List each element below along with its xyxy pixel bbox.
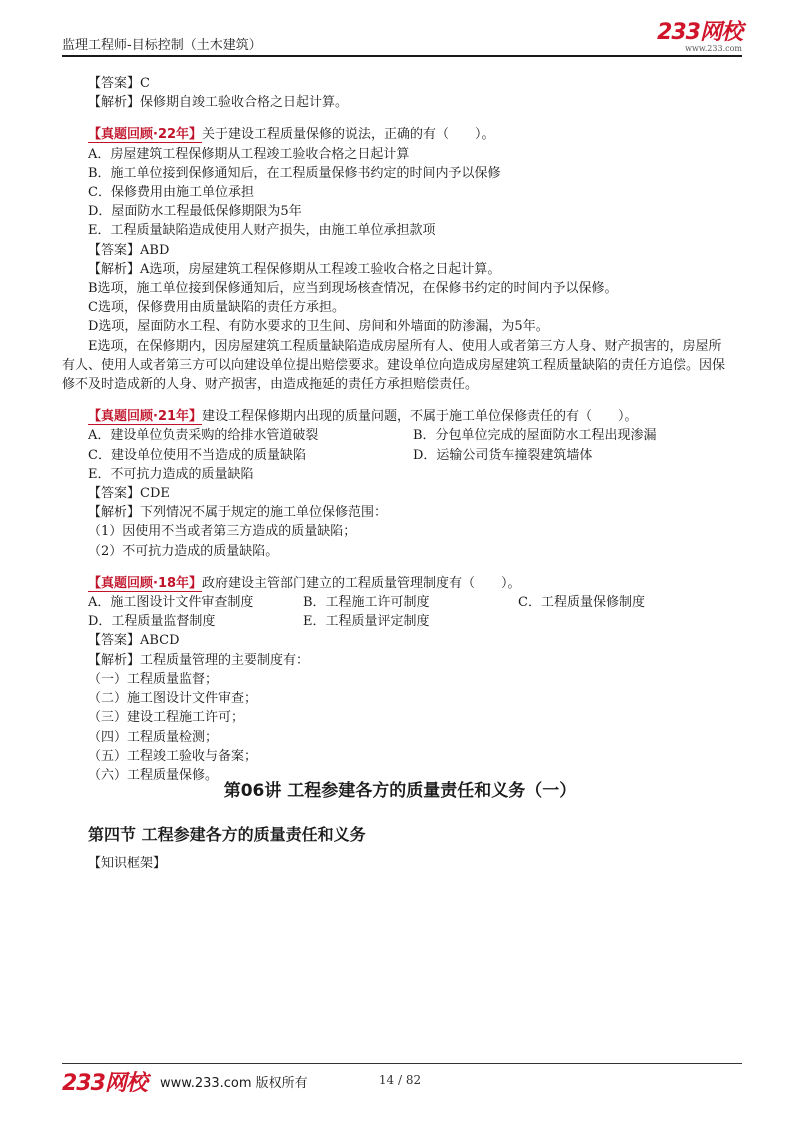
page-content [62, 74, 728, 785]
option-b: B．施工单位接到保修通知后，在工程质量保修书约定的时间内予以保修 [88, 165, 501, 181]
document-title: 监理工程师-目标控制（土木建筑） [62, 38, 262, 53]
analysis-paragraph: E选项，在保修期内，因房屋建筑工程质量缺陷造成房屋所有人、使用人或者第三方人身、财产损害的，房屋所有人、使用人或者第三方可以向建设单位提出赔偿要求。建设单位向造成房屋建筑工程质量缺陷的责任方追偿。因保修不及时造成新的人身、财产损害，由造成拖延的责任方承担赔偿责任。 [62, 338, 726, 393]
analysis-line: （四）工程质量检测； [88, 729, 219, 745]
option-b: B．工程施工许可制度 [303, 595, 430, 611]
analysis-line: （2）不可抗力造成的质量缺陷。 [88, 543, 279, 559]
analysis-line: （六）工程质量保修。 [88, 767, 219, 783]
analysis-line: （三）建设工程施工许可； [88, 710, 245, 726]
exam-year-tag: 【真题回顾·18年】 [88, 575, 203, 591]
analysis-line: C选项，保修费用由质量缺陷的责任方承担。 [88, 300, 345, 316]
option-row [88, 426, 728, 445]
analysis-line: D选项，屋面防水工程、有防水要求的卫生间、房间和外墙面的防渗漏，为5年。 [88, 319, 549, 335]
option-c: C．保修费用由施工单位承担 [88, 185, 254, 201]
section-title: 第四节 工程参建各方的质量责任和义务 [88, 825, 366, 844]
question-text: 建设工程保修期内出现的质量问题，不属于施工单位保修责任的有（ ）。 [202, 409, 638, 425]
answer-line: 【答案】CDE [88, 486, 170, 502]
analysis-line: B选项，施工单位接到保修通知后，应当到现场核查情况，在保修书约定的时间内予以保修。 [88, 281, 618, 297]
option-c: C．工程质量保修制度 [518, 595, 645, 611]
option-a: A．房屋建筑工程保修期从工程竣工验收合格之日起计算 [88, 146, 410, 162]
option-b: B．分包单位完成的屋面防水工程出现渗漏 [413, 428, 657, 444]
answer-line: 【答案】C [88, 76, 150, 91]
page-number: 14 / 82 [378, 1073, 422, 1087]
analysis-line: （五）工程竣工验收与备案； [88, 748, 258, 764]
question-text: 政府建设主管部门建立的工程质量管理制度有（ ）。 [202, 575, 521, 591]
option-c: C．建设单位使用不当造成的质量缺陷 [88, 447, 306, 463]
footer-copyright: www.233.com 版权所有 [160, 1076, 308, 1091]
analysis-line: 【解析】A选项，房屋建筑工程保修期从工程竣工验收合格之日起计算。 [88, 261, 501, 277]
answer-line: 【答案】ABD [88, 242, 170, 258]
brand-logo[interactable] [657, 22, 742, 53]
option-d: D．工程质量监督制度 [88, 614, 216, 630]
option-a: A．施工图设计文件审查制度 [88, 595, 254, 611]
option-row [88, 446, 728, 465]
option-a: A．建设单位负责采购的给排水管道破裂 [88, 428, 319, 444]
analysis-line: （1）因使用不当或者第三方造成的质量缺陷； [88, 524, 357, 540]
header-divider [62, 55, 742, 57]
option-e: E．工程质量缺陷造成使用人财产损失，由施工单位承担款项 [88, 223, 436, 239]
analysis-line: （二）施工图设计文件审查； [88, 691, 258, 707]
brand-logo-text: 233网校 [657, 20, 742, 45]
exam-year-tag: 【真题回顾·21年】 [88, 409, 203, 425]
analysis-line: 【解析】保修期自竣工验收合格之日起计算。 [88, 95, 349, 111]
option-d: D．运输公司货车撞裂建筑墙体 [413, 447, 593, 463]
option-d: D．屋面防水工程最低保修期限为5年 [88, 204, 302, 220]
option-row [88, 612, 728, 631]
option-row [88, 593, 728, 612]
question-stem [88, 125, 728, 144]
exam-year-tag: 【真题回顾·22年】 [88, 127, 203, 143]
lecture-title: 第06讲 工程参建各方的质量责任和义务（一） [223, 781, 577, 801]
analysis-line: 【解析】下列情况不属于规定的施工单位保修范围： [88, 505, 388, 521]
footer-logo[interactable]: 233网校 [62, 1071, 147, 1096]
footer-divider [62, 1063, 742, 1064]
analysis-line: （一）工程质量监督； [88, 671, 219, 687]
framework-label: 【知识框架】 [88, 856, 167, 871]
question-text: 关于建设工程质量保修的说法，正确的有（ ）。 [202, 127, 495, 143]
page-header [62, 20, 742, 54]
brand-logo-url: www.233.com [685, 44, 742, 53]
question-stem [88, 407, 728, 426]
option-e: E．不可抗力造成的质量缺陷 [88, 466, 254, 482]
analysis-line: 【解析】工程质量管理的主要制度有： [88, 652, 310, 668]
option-e: E．工程质量评定制度 [303, 614, 430, 630]
question-stem [88, 574, 728, 593]
answer-line: 【答案】ABCD [88, 633, 180, 649]
